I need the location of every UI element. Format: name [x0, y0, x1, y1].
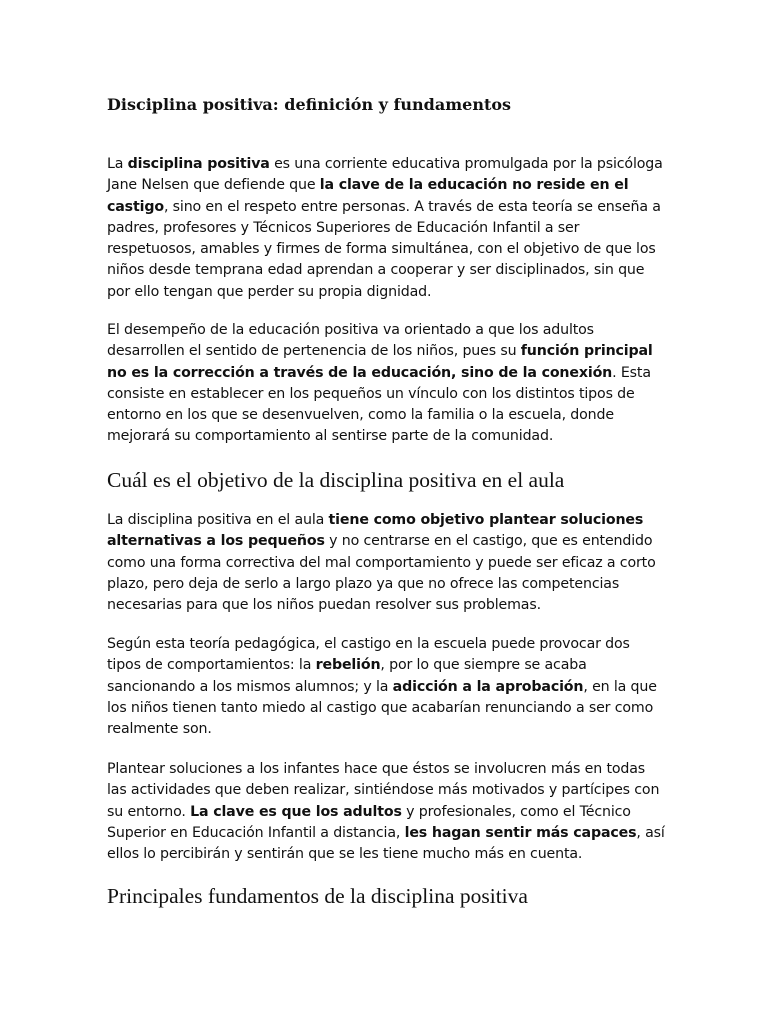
bold-text-run: tiene como objetivo plantear soluciones alternativas a los pequeños [107, 512, 644, 550]
text-run: , en la que los niños tienen tanto miedo al castigo que acabarían renunciando a ser como realmente son. [107, 678, 657, 738]
text-run: y no centrarse en el castigo, que es entendido como una forma correctiva del mal comportamiento y puede ser eficaz a corto plazo, pero deja de serlo a largo plazo ya que no ofrece las competencias necesarias para que los niños puedan resolver sus problemas. [107, 533, 656, 614]
text-run: Plantear soluciones a los infantes hace que éstos se involucren más en todas las actividades que deben realizar, sintiéndose más motivados y partícipes con su entorno. [107, 761, 660, 820]
section-heading-fundamentals: Principales fundamentos de la disciplina positiva [107, 884, 528, 908]
paragraph-objective [107, 510, 667, 616]
bold-text-run: La clave es que los adultos [190, 803, 402, 820]
bold-text-run: adicción a la aprobación [392, 678, 584, 695]
text-run: , así ellos lo percibirán y sentirán que se les tiene mucho más en cuenta. [107, 824, 665, 863]
text-run: es una corriente educativa promulgada por la psicóloga Jane Nelsen que defiende que [107, 156, 663, 194]
bold-text-run: la clave de la educación no reside en el castigo [107, 177, 629, 215]
paragraph-punishment-effects [107, 634, 667, 740]
paragraph-definition [107, 154, 667, 303]
text-run: La [107, 156, 128, 172]
text-run: , por lo que siempre se acaba sancionando a los mismos alumnos; y la [107, 657, 587, 695]
text-run: El desempeño de la educación positiva va orientado a que los adultos desarrollen el sentido de pertenencia de los niños, pues su [107, 322, 594, 360]
bold-text-run: función principal no es la corrección a través de la educación, sino de la conexión [107, 343, 653, 381]
text-run: y profesionales, como el Técnico Superior en Educación Infantil a distancia, [107, 803, 631, 841]
document-title: Disciplina positiva: definición y fundamentos [107, 95, 512, 114]
bold-text-run: les hagan sentir más capaces [404, 824, 637, 841]
text-run: La disciplina positiva en el aula [107, 512, 329, 528]
bold-text-run: rebelión [315, 657, 381, 674]
section-heading-objective: Cuál es el objetivo de la disciplina positiva en el aula [107, 468, 565, 492]
text-run: . Esta consiste en establecer en los pequeños un vínculo con los distintos tipos de entorno en los que se desenvuelven, como la familia o la escuela, donde mejorará su comportamiento al sentirse parte de la comunidad. [107, 364, 651, 445]
paragraph-purpose [107, 320, 667, 448]
bold-text-run: disciplina positiva [127, 156, 270, 172]
text-run: , sino en el respeto entre personas. A través de esta teoría se enseña a padres, profesores y Técnicos Superiores de Educación Infantil a ser respetuosos, amables y firmes de forma simultánea, con el objetivo de que los niños desde temprana edad aprendan a cooperar y ser disciplinados, sin que por ello tengan que perder su propia dignidad. [107, 198, 661, 300]
paragraph-solutions [107, 759, 667, 865]
text-run: Según esta teoría pedagógica, el castigo en la escuela puede provocar dos tipos de comportamientos: la [107, 636, 630, 674]
